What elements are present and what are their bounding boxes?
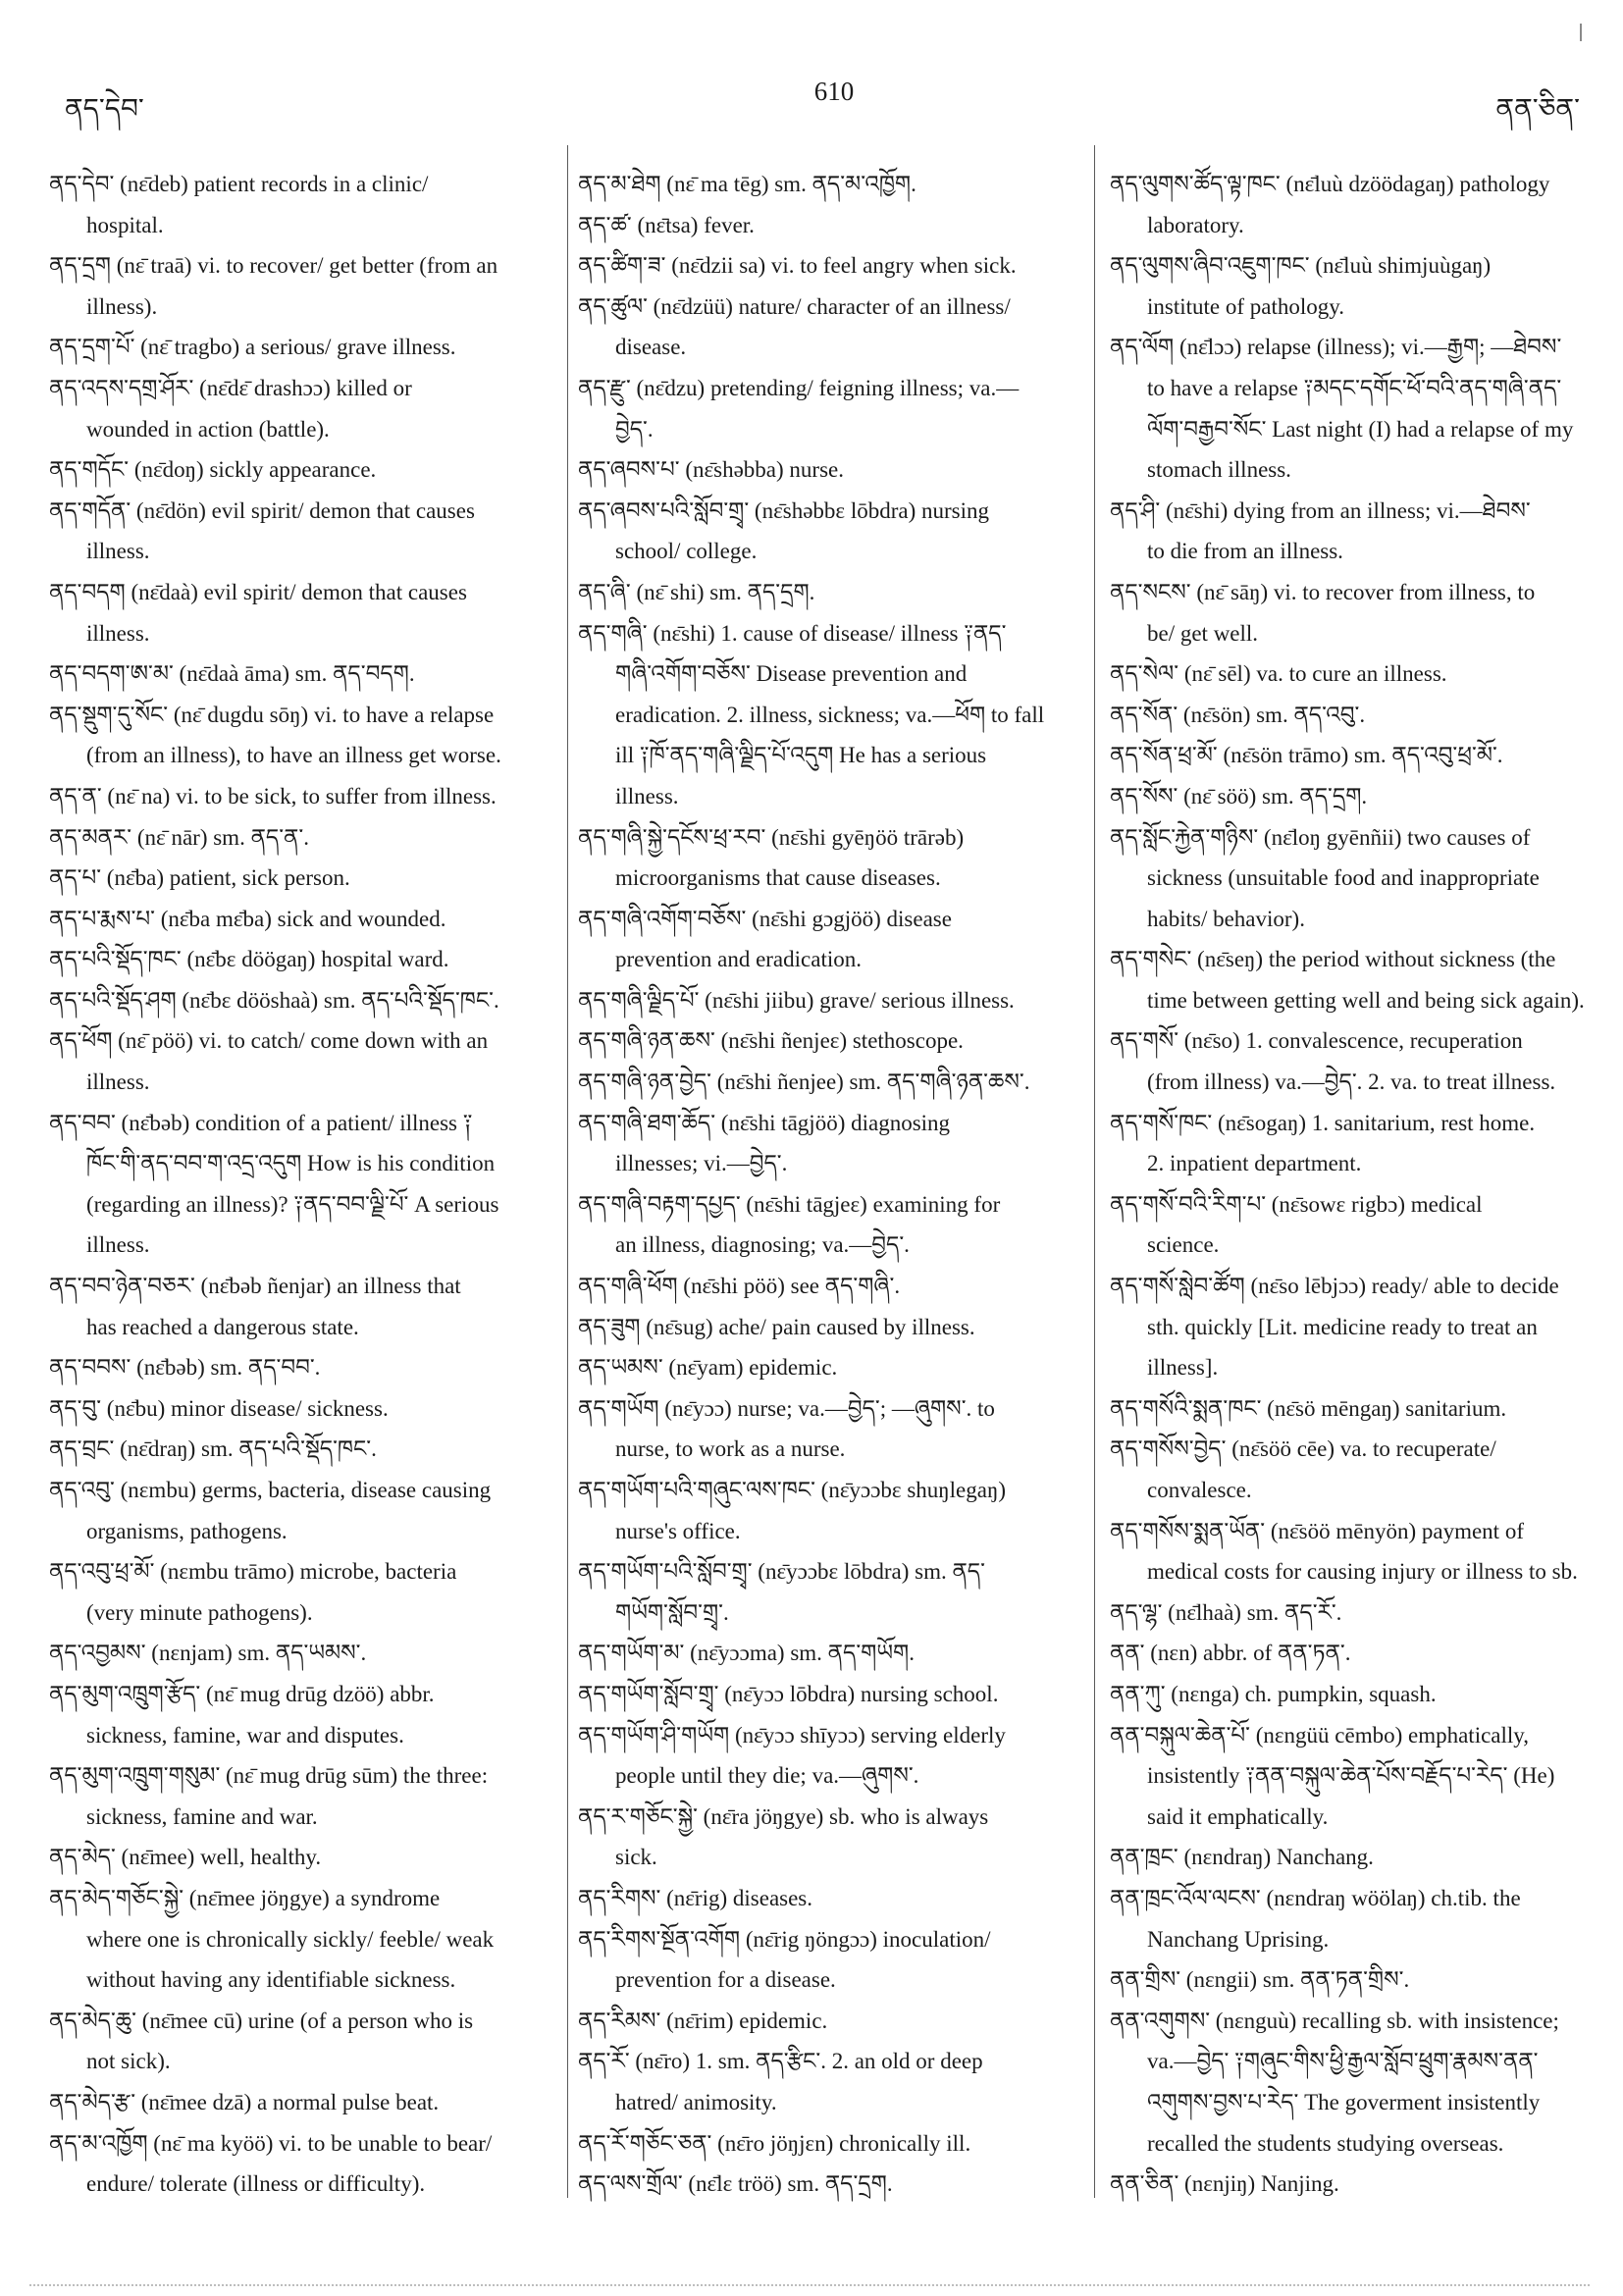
dictionary-entry xyxy=(578,1633,1084,1674)
entry-continuation-line: microorganisms that cause diseases. xyxy=(615,865,941,891)
entry-headword-line: ནད་པའི་སྡོད་ཁང་ (nɛ̄bɛ döögaŋ) hospital ward. xyxy=(49,947,449,972)
entry-headword-line: ནད་གཞི་ཉན་བྱེད་ (nɛ̄shi ñenjee) sm. ནད་གཞི་ཉན་ཆས་. xyxy=(578,1070,1030,1095)
dictionary-entry xyxy=(578,1797,1084,1878)
entry-continuation-line: (from illness) va.—བྱེད་. 2. va. to treat illness. xyxy=(1147,1070,1556,1095)
dictionary-entry xyxy=(49,368,553,449)
entry-continuation-line: hospital. xyxy=(86,212,164,237)
entry-continuation-line: to die from an illness. xyxy=(1147,539,1343,564)
dictionary-entry xyxy=(578,980,1084,1021)
entry-continuation-line: not sick). xyxy=(86,2049,171,2074)
entry-headword-line: ནད་མ་ཐེག (nɛ̄ ma tēg) sm. ནད་མ་འཁྱོག. xyxy=(578,172,916,196)
entry-headword-line: ནད་གཡོག་ཤི་གཡོག (nɛ̄yɔɔ shīyɔɔ) serving elderly xyxy=(578,1722,1006,1748)
entry-continuation-line: ཁོང་གི་ནད་བབ་ག་འདྲ་འདུག How is his condition xyxy=(86,1151,496,1176)
dictionary-entry xyxy=(49,2082,553,2123)
entry-continuation-line: institute of pathology. xyxy=(1147,293,1345,319)
dictionary-entry xyxy=(1110,1511,1605,1592)
dictionary-entry xyxy=(578,1347,1084,1388)
entry-headword-line: ནན་འགུགས་ (nɛnguù) recalling sb. with insistence; xyxy=(1110,2008,1559,2033)
dictionary-entry xyxy=(1110,491,1605,572)
dictionary-entry xyxy=(49,572,553,653)
entry-headword-line: ནད་བདག་ཨ་མ་ (nɛ̄daà āma) sm. ནད་བདག. xyxy=(49,661,415,687)
dictionary-entry xyxy=(49,1429,553,1470)
dictionary-entry xyxy=(1110,1103,1605,1184)
dictionary-entry xyxy=(49,1266,553,1347)
entry-headword-line: ནད་རིམས་ (nɛ̄rim) epidemic. xyxy=(578,2008,828,2033)
entry-headword-line: ནད་གསོ་ (nɛ̄so) 1. convalescence, recuperation xyxy=(1110,1028,1523,1054)
entry-headword-line: ནན་བསྐུལ་ཆེན་པོ་ (nɛngüü cēmbo) emphatically, xyxy=(1110,1722,1530,1748)
column-1 xyxy=(49,164,553,2215)
entry-continuation-line: recalled the students studying overseas. xyxy=(1147,2130,1504,2156)
entry-headword-line: ནད་མ་འཁྱོག (nɛ̄ ma kyöö) vi. to be unable to bear/ xyxy=(49,2130,493,2156)
entry-headword-line: ནད་གཡོག་པའི་གཞུང་ལས་ཁང་ (nɛ̄yɔɔbɛ shuŋlegaŋ) xyxy=(578,1478,1006,1502)
entry-continuation-line: ལོག་བརྒྱབ་སོང་ Last night (I) had a relapse of my xyxy=(1147,416,1574,442)
dictionary-entry xyxy=(1110,1715,1605,1838)
dictionary-entry xyxy=(578,1551,1084,1633)
entry-headword-line: ནད་བབ་ཉེན་བཅར་ (nɛ̄bəb ñenjar) an illness that xyxy=(49,1274,461,1299)
entry-headword-line: ནད་གསོས་སྨན་ཡོན་ (nɛ̄söö mēnyön) payment of xyxy=(1110,1518,1524,1543)
entry-continuation-line: illness. xyxy=(86,539,150,564)
entry-headword-line: ནད་གསོ་སླེབ་ཚོག (nɛ̄so lēbjɔɔ) ready/ able to decide xyxy=(1110,1274,1559,1299)
dictionary-entry xyxy=(578,899,1084,980)
entry-continuation-line: va.—བྱེད་ ༑གཞུང་གིས་ཕྱི་རྒྱལ་སློབ་ཕྲུག་རྣམས་ནན་ xyxy=(1147,2049,1539,2074)
dictionary-entry xyxy=(1110,776,1605,817)
dictionary-entry xyxy=(49,1388,553,1430)
dictionary-entry xyxy=(578,1184,1084,1266)
entry-continuation-line: prevention and eradication. xyxy=(615,947,862,972)
dictionary-entry xyxy=(49,776,553,817)
entry-continuation-line: time between getting well and being sick again). xyxy=(1147,987,1585,1013)
column-divider xyxy=(567,145,568,2198)
entry-headword-line: ནད་འབྱམས་ (nɛnjam) sm. ནད་ཡམས་. xyxy=(49,1641,367,1666)
running-head-left: ནད་དེབ་ xyxy=(65,94,144,125)
entry-continuation-line: illness. xyxy=(86,1070,150,1095)
dictionary-entry xyxy=(49,1878,553,2001)
dictionary-entry xyxy=(578,1715,1084,1797)
entry-continuation-line: where one is chronically sickly/ feeble/ weak xyxy=(86,1926,495,1952)
entry-headword-line: ནད་སློང་རྐྱེན་གཉིས་ (nɛ̄loŋ gyēnñii) two causes of xyxy=(1110,824,1531,850)
entry-headword-line: ནད་གཞི་ལྗིད་པོ་ (nɛ̄shi jiibu) grave/ serious illness. xyxy=(578,987,1015,1013)
dictionary-entry xyxy=(49,939,553,980)
entry-continuation-line: insistently ༑ནན་བསྐུལ་ཆེན་པོས་བརྗོད་པ་རེད་ (He) xyxy=(1147,1763,1555,1789)
entry-headword-line: ནད་རིགས་ (nɛ̄rig) diseases. xyxy=(578,1885,813,1910)
entry-headword-line: ནད་གཞི་ཉན་ཆས་ (nɛ̄shi ñenjeɛ) stethoscope. xyxy=(578,1028,964,1054)
entry-continuation-line: prevention for a disease. xyxy=(615,1967,836,1993)
entry-headword-line: ནད་ཞི་ (nɛ̄ shi) sm. ནད་དྲག. xyxy=(578,579,815,604)
scan-edge-artifact xyxy=(29,2284,1590,2286)
entry-continuation-line: be/ get well. xyxy=(1147,620,1259,646)
entry-continuation-line: illness]. xyxy=(1147,1355,1219,1381)
entry-continuation-line: གཡོག་སློབ་གྲྭ་. xyxy=(615,1599,729,1625)
entry-headword-line: ནད་ཤི་ (nɛ̄shi) dying from an illness; vi.—ཐེབས་ xyxy=(1110,497,1531,523)
entry-continuation-line: endure/ tolerate (illness or difficulty). xyxy=(86,2171,426,2197)
entry-headword-line: ནད་གསོ་བའི་རིག་པ་ (nɛ̄sowɛ rigbɔ) medical xyxy=(1110,1191,1483,1217)
dictionary-entry xyxy=(49,653,553,695)
dictionary-entry xyxy=(1110,653,1605,695)
entry-headword-line: ནད་བྲང་ (nɛ̄draŋ) sm. ནད་པའི་སྡོད་ཁང་. xyxy=(49,1436,377,1462)
entry-continuation-line: གཞི་འགོག་བཅོས་ Disease prevention and xyxy=(615,661,968,687)
entry-headword-line: ནད་ཡམས་ (nɛ̄yam) epidemic. xyxy=(578,1355,838,1381)
dictionary-entry xyxy=(1110,1266,1605,1388)
entry-headword-line: ནད་མེད་རྩ་ (nɛ̄mee dzā) a normal pulse beat. xyxy=(49,2089,440,2114)
dictionary-entry xyxy=(1110,1184,1605,1266)
dictionary-entry xyxy=(1110,1674,1605,1715)
column-2 xyxy=(578,164,1084,2215)
entry-continuation-line: eradication. 2. illness, sickness; va.—ཕོག to fall xyxy=(615,702,1045,727)
dictionary-entry xyxy=(578,1062,1084,1103)
dictionary-entry xyxy=(578,368,1084,449)
entry-headword-line: ནན་ཁྲང་འོལ་ལངས་ (nɛndraŋ wöölaŋ) ch.tib. the xyxy=(1110,1885,1521,1910)
entry-headword-line: ནད་མེད་ (nɛ̄mee) well, healthy. xyxy=(49,1845,322,1870)
dictionary-entry xyxy=(578,1878,1084,1919)
dictionary-entry xyxy=(578,1020,1084,1062)
entry-continuation-line: sickness, famine, war and disputes. xyxy=(86,1722,404,1748)
dictionary-entry xyxy=(1110,1020,1605,1102)
entry-headword-line: ནད་ལུགས་ཞིབ་འཇུག་ཁང་ (nɛ̄luù shimjuùgaŋ) xyxy=(1110,253,1492,279)
dictionary-entry xyxy=(1110,245,1605,327)
dictionary-entry xyxy=(1110,327,1605,490)
entry-continuation-line: བྱེད་. xyxy=(615,416,654,442)
entry-headword-line: ནད་བདག (nɛ̄daà) evil spirit/ demon that causes xyxy=(49,579,467,604)
entry-headword-line: ནད་པ་རྨས་པ་ (nɛ̄ba mɛ̄ba) sick and wounded. xyxy=(49,906,446,931)
entry-headword-line: ནད་འབུ་ཕྲ་མོ་ (nɛmbu trāmo) microbe, bacteria xyxy=(49,1559,457,1585)
dictionary-entry xyxy=(578,287,1084,368)
entry-continuation-line: said it emphatically. xyxy=(1147,1803,1329,1829)
entry-headword-line: ནད་ལུགས་ཚོད་ལྟ་ཁང་ (nɛ̄luù dzöödagaŋ) pathology xyxy=(1110,172,1550,196)
entry-headword-line: ནན་ཀུ་ (nɛnga) ch. pumpkin, squash. xyxy=(1110,1681,1437,1706)
entry-headword-line: ནད་གཞི་ (nɛ̄shi) 1. cause of disease/ illness ༑ནད་ xyxy=(578,620,1007,646)
entry-continuation-line: people until they die; va.—ཞུགས་. xyxy=(615,1763,919,1789)
entry-headword-line: ནད་གཞི་སྐྱེ་དངོས་ཕྲ་རབ་ (nɛ̄shi gyēŋöö trārəb) xyxy=(578,824,965,850)
dictionary-entry xyxy=(1110,1592,1605,1634)
dictionary-entry xyxy=(1110,1878,1605,1959)
entry-headword-line: ནན་ཁྲང་ (nɛndraŋ) Nanchang. xyxy=(1110,1845,1374,1870)
dictionary-entry xyxy=(49,817,553,859)
dictionary-entry xyxy=(49,858,553,899)
dictionary-entry xyxy=(578,572,1084,613)
entry-headword-line: ནད་ཕོག (nɛ̄ pöö) vi. to catch/ come down with an xyxy=(49,1028,489,1054)
dictionary-entry xyxy=(578,1103,1084,1184)
entry-headword-line: ནད་མུག་འཁྲུག་རྩོད་ (nɛ̄ mug drūg dzöö) abbr. xyxy=(49,1681,435,1706)
running-head-right: ནན་ཅིན་ xyxy=(1495,94,1580,125)
dictionary-entry xyxy=(49,1347,553,1388)
entry-headword-line: ནད་སོན་ཕྲ་མོ་ (nɛ̄sön trāmo) sm. ནད་འབུ་ཕྲ་མོ་. xyxy=(1110,743,1503,768)
entry-continuation-line: illness. xyxy=(615,783,679,809)
entry-continuation-line: illnesses; vi.—བྱེད་. xyxy=(615,1151,788,1176)
column-3 xyxy=(1110,164,1605,2215)
dictionary-entry xyxy=(49,1551,553,1633)
entry-continuation-line: science. xyxy=(1147,1232,1220,1258)
entry-headword-line: ནད་འབུ་ (nɛmbu) germs, bacteria, disease causing xyxy=(49,1478,492,1502)
dictionary-entry xyxy=(578,2001,1084,2042)
dictionary-entry xyxy=(1110,817,1605,940)
entry-headword-line: ནད་མནར་ (nɛ̄ nār) sm. ནད་ན་. xyxy=(49,824,309,850)
dictionary-entry xyxy=(578,817,1084,899)
entry-headword-line: ནད་ལས་གྲོལ་ (nɛ̄lɛ tröö) sm. ནད་དྲག. xyxy=(578,2171,893,2197)
dictionary-entry xyxy=(49,449,553,491)
entry-continuation-line: habits/ behavior). xyxy=(1147,906,1305,931)
entry-headword-line: ནད་ལོག (nɛ̄lɔɔ) relapse (illness); vi.—རྒྱག; —ཐེབས་ xyxy=(1110,335,1562,360)
entry-headword-line: ནད་བབ་ (nɛ̄bəb) condition of a patient/ illness ༑ xyxy=(49,1110,473,1135)
entry-continuation-line: འགུགས་བྱས་པ་རེད་ The goverment insistently xyxy=(1147,2089,1541,2114)
entry-headword-line: ནད་ཚ་ (nɛ̄tsa) fever. xyxy=(578,212,755,237)
entry-headword-line: ནད་པའི་སྡོད་ཤག (nɛ̄bɛ dööshaà) sm. ནད་པའི་སྡོད་ཁང་. xyxy=(49,987,499,1013)
dictionary-entry xyxy=(1110,939,1605,1020)
dictionary-entry xyxy=(578,613,1084,817)
entry-headword-line: ནད་སོན་ (nɛ̄sön) sm. ནད་འབུ་. xyxy=(1110,702,1366,727)
entry-continuation-line: organisms, pathogens. xyxy=(86,1518,288,1543)
entry-headword-line: ནད་རོ་ (nɛ̄ro) 1. sm. ནད་རྩིང་. 2. an old or deep xyxy=(578,2049,983,2074)
dictionary-entry xyxy=(49,1020,553,1102)
dictionary-entry xyxy=(578,1307,1084,1348)
dictionary-entry xyxy=(1110,572,1605,653)
dictionary-entry xyxy=(1110,1959,1605,2001)
entry-continuation-line: school/ college. xyxy=(615,539,758,564)
entry-headword-line: ནད་གསོ་ཁང་ (nɛ̄sogaŋ) 1. sanitarium, rest home. xyxy=(1110,1110,1536,1135)
entry-headword-line: ནད་གཞི་ཐག་ཆོད་ (nɛ̄shi tāgjöö) diagnosing xyxy=(578,1110,951,1135)
entry-headword-line: ནད་གདོན་ (nɛ̄dön) evil spirit/ demon that causes xyxy=(49,497,475,523)
dictionary-entry xyxy=(49,695,553,776)
dictionary-entry xyxy=(49,1103,553,1266)
dictionary-entry xyxy=(49,164,553,245)
dictionary-entry xyxy=(49,1755,553,1837)
entry-headword-line: ནད་གཞི་འགོག་བཅོས་ (nɛ̄shi gɔgjöö) disease xyxy=(578,906,952,931)
entry-headword-line: ནན་ཅིན་ (nɛnjiŋ) Nanjing. xyxy=(1110,2171,1339,2197)
page-number: 610 xyxy=(813,77,855,106)
dictionary-entry xyxy=(49,899,553,940)
entry-continuation-line: (very minute pathogens). xyxy=(86,1599,313,1625)
column-divider xyxy=(1094,145,1095,2198)
entry-headword-line: ནད་མེད་ཆུ་ (nɛ̄mee cū) urine (of a person who is xyxy=(49,2008,474,2033)
entry-continuation-line: wounded in action (battle). xyxy=(86,416,330,442)
entry-headword-line: ནད་སེལ་ (nɛ̄ sēl) va. to cure an illness. xyxy=(1110,661,1447,687)
scan-mark xyxy=(1580,24,1582,41)
entry-continuation-line: convalesce. xyxy=(1147,1478,1252,1502)
dictionary-entry xyxy=(1110,2001,1605,2164)
dictionary-entry xyxy=(578,245,1084,287)
dictionary-entry xyxy=(1110,1633,1605,1674)
dictionary-entry xyxy=(49,2001,553,2082)
entry-headword-line: ནད་གཡོག་མ་ (nɛ̄yɔɔma) sm. ནད་གཡོག. xyxy=(578,1641,915,1666)
entry-headword-line: ནད་གཞི་ཕོག (nɛ̄shi pöö) see ནད་གཞི་. xyxy=(578,1274,901,1299)
dictionary-entry xyxy=(49,1837,553,1878)
dictionary-entry xyxy=(578,205,1084,246)
entry-headword-line: ནད་གཡོག་པའི་སློབ་གྲྭ་ (nɛ̄yɔɔbɛ lōbdra) sm. ནད་ xyxy=(578,1559,985,1585)
entry-continuation-line: Nanchang Uprising. xyxy=(1147,1926,1330,1952)
entry-continuation-line: sickness, famine and war. xyxy=(86,1803,318,1829)
entry-headword-line: ནད་ཟུག (nɛ̄sug) ache/ pain caused by illness. xyxy=(578,1314,975,1339)
entry-headword-line: ནད་ཞབས་པ་ (nɛ̄shəbba) nurse. xyxy=(578,457,844,483)
entry-headword-line: ནད་སྡུག་དུ་སོང་ (nɛ̄ dugdu sōŋ) vi. to have a relapse xyxy=(49,702,495,727)
dictionary-entry xyxy=(49,327,553,368)
entry-headword-line: ནད་རྫུ་ (nɛ̄dzu) pretending/ feigning illness; va.— xyxy=(578,375,1020,400)
entry-continuation-line: illness. xyxy=(86,1232,150,1258)
entry-continuation-line: illness). xyxy=(86,293,158,319)
entry-headword-line: ནད་ཚུལ་ (nɛ̄dzüü) nature/ character of an illness/ xyxy=(578,293,1011,319)
entry-continuation-line: (from an illness), to have an illness get worse. xyxy=(86,743,501,768)
dictionary-entry xyxy=(578,449,1084,491)
entry-headword-line: ནད་པ་ (nɛ̄ba) patient, sick person. xyxy=(49,865,350,891)
entry-headword-line: ནད་ལྷ་ (nɛ̄lhaà) sm. ནད་རོ་. xyxy=(1110,1599,1342,1625)
dictionary-entry xyxy=(1110,1388,1605,1430)
entry-headword-line: ནད་བབས་ (nɛ̄bəb) sm. ནད་བབ་. xyxy=(49,1355,321,1381)
entry-continuation-line: sick. xyxy=(615,1845,657,1870)
entry-headword-line: ནད་རོ་གཅོང་ཅན་ (nɛ̄ro jöŋjɛn) chronically ill. xyxy=(578,2130,971,2156)
entry-headword-line: ནད་ན་ (nɛ̄ na) vi. to be sick, to suffer from illness. xyxy=(49,783,497,809)
entry-headword-line: ནད་སོས་ (nɛ̄ söö) sm. ནད་དྲག. xyxy=(1110,783,1368,809)
dictionary-entry xyxy=(49,1470,553,1551)
dictionary-entry xyxy=(49,491,553,572)
entry-continuation-line: disease. xyxy=(615,335,687,360)
entry-continuation-line: without having any identifiable sickness. xyxy=(86,1967,456,1993)
entry-headword-line: ནད་མེད་གཅོང་སྐྱེ་ (nɛ̄mee jöŋgye) a syndrome xyxy=(49,1885,441,1910)
entry-headword-line: ནད་དྲག (nɛ̄ traā) vi. to recover/ get better (from an xyxy=(49,253,498,279)
entry-continuation-line: illness. xyxy=(86,620,150,646)
dictionary-entry xyxy=(1110,2164,1605,2205)
dictionary-entry xyxy=(49,1633,553,1674)
entry-headword-line: ནན་གྲིས་ (nɛngii) sm. ནན་ཏན་གྲིས་. xyxy=(1110,1967,1410,1993)
dictionary-entry xyxy=(49,980,553,1021)
entry-headword-line: ནད་གསོས་བྱེད་ (nɛ̄söö cēe) va. to recuperate/ xyxy=(1110,1436,1496,1462)
entry-continuation-line: laboratory. xyxy=(1147,212,1244,237)
entry-headword-line: ནད་གཞི་བརྟག་དཔྱད་ (nɛ̄shi tāgjeɛ) examining for xyxy=(578,1191,1001,1217)
entry-headword-line: ནད་རིགས་སྔོན་འགོག (nɛ̄rig ŋöngɔɔ) inoculation/ xyxy=(578,1926,991,1952)
dictionary-entry xyxy=(1110,695,1605,736)
dictionary-entry xyxy=(1110,164,1605,245)
entry-headword-line: ནད་སངས་ (nɛ̄ sāŋ) vi. to recover from illness, to xyxy=(1110,579,1536,604)
dictionary-entry xyxy=(578,1674,1084,1715)
entry-continuation-line: has reached a dangerous state. xyxy=(86,1314,359,1339)
dictionary-entry xyxy=(578,2041,1084,2122)
dictionary-entry xyxy=(1110,1429,1605,1510)
entry-continuation-line: ill ༑ཁོ་ནད་གཞི་ལྗིད་པོ་འདུག He has a serious xyxy=(615,743,987,768)
entry-continuation-line: hatred/ animosity. xyxy=(615,2089,777,2114)
dictionary-entry xyxy=(578,1919,1084,2001)
dictionary-entry xyxy=(49,1674,553,1755)
entry-continuation-line: medical costs for causing injury or illness to sb. xyxy=(1147,1559,1578,1585)
entry-headword-line: ནད་བུ་ (nɛ̄bu) minor disease/ sickness. xyxy=(49,1395,389,1421)
entry-headword-line: ནད་གཡོག་སློབ་གྲྭ་ (nɛ̄yɔɔ lōbdra) nursing school. xyxy=(578,1681,999,1706)
entry-continuation-line: nurse's office. xyxy=(615,1518,741,1543)
entry-headword-line: ནད་ཚིག་ཟ་ (nɛ̄dzii sa) vi. to feel angry when sick. xyxy=(578,253,1017,279)
entry-continuation-line: nurse, to work as a nurse. xyxy=(615,1436,846,1462)
entry-headword-line: ནད་གསོའི་སྨན་ཁང་ (nɛ̄sö mēngaŋ) sanitarium. xyxy=(1110,1395,1507,1421)
entry-continuation-line: (regarding an illness)? ༑ནད་བབ་ལྗི་པོ་ A serious xyxy=(86,1191,499,1217)
entry-headword-line: ནད་གདོང་ (nɛ̄doŋ) sickly appearance. xyxy=(49,457,377,483)
dictionary-entry xyxy=(578,491,1084,572)
dictionary-entry xyxy=(578,1388,1084,1470)
dictionary-entry xyxy=(49,245,553,327)
entry-headword-line: ནད་གསེང་ (nɛ̄seŋ) the period without sickness (the xyxy=(1110,947,1556,972)
dictionary-entry xyxy=(1110,735,1605,776)
entry-continuation-line: sth. quickly [Lit. medicine ready to treat an xyxy=(1147,1314,1538,1339)
entry-continuation-line: an illness, diagnosing; va.—བྱེད་. xyxy=(615,1232,910,1258)
entry-continuation-line: to have a relapse ༑མདང་དགོང་ཕོ་བའི་ནད་གཞི་ནད་ xyxy=(1147,375,1562,400)
entry-headword-line: ནད་ཞབས་པའི་སློབ་གྲྭ་ (nɛ̄shəbbɛ lōbdra) nursing xyxy=(578,497,989,523)
dictionary-entry xyxy=(1110,1837,1605,1878)
entry-continuation-line: 2. inpatient department. xyxy=(1147,1151,1362,1176)
dictionary-entry xyxy=(578,1470,1084,1551)
dictionary-entry xyxy=(578,1266,1084,1307)
entry-headword-line: ནད་མུག་འཁྲུག་གསུམ་ (nɛ̄ mug drūg sūm) the three: xyxy=(49,1763,489,1789)
entry-headword-line: ནད་དེབ་ (nɛ̄deb) patient records in a clinic/ xyxy=(49,172,429,196)
entry-continuation-line: sickness (unsuitable food and inappropriate xyxy=(1147,865,1540,891)
dictionary-entry xyxy=(49,2123,553,2205)
dictionary-entry xyxy=(578,2164,1084,2205)
entry-headword-line: ནད་གཡོག (nɛ̄yɔɔ) nurse; va.—བྱེད་; —ཞུགས་. to xyxy=(578,1395,995,1421)
entry-headword-line: ནད་ར་གཅོང་སྐྱེ་ (nɛ̄ra jöŋgye) sb. who is always xyxy=(578,1803,989,1829)
dictionary-entry xyxy=(578,2123,1084,2165)
entry-headword-line: ནན་ (nɛn) abbr. of ནན་ཏན་. xyxy=(1110,1641,1351,1666)
entry-headword-line: ནད་དྲག་པོ་ (nɛ̄ tragbo) a serious/ grave illness. xyxy=(49,335,456,360)
entry-headword-line: ནད་འདས་དགྲ་ཤོར་ (nɛ̄dɛ̄ drashɔɔ) killed or xyxy=(49,375,412,400)
entry-continuation-line: stomach illness. xyxy=(1147,457,1291,483)
dictionary-entry xyxy=(578,164,1084,205)
